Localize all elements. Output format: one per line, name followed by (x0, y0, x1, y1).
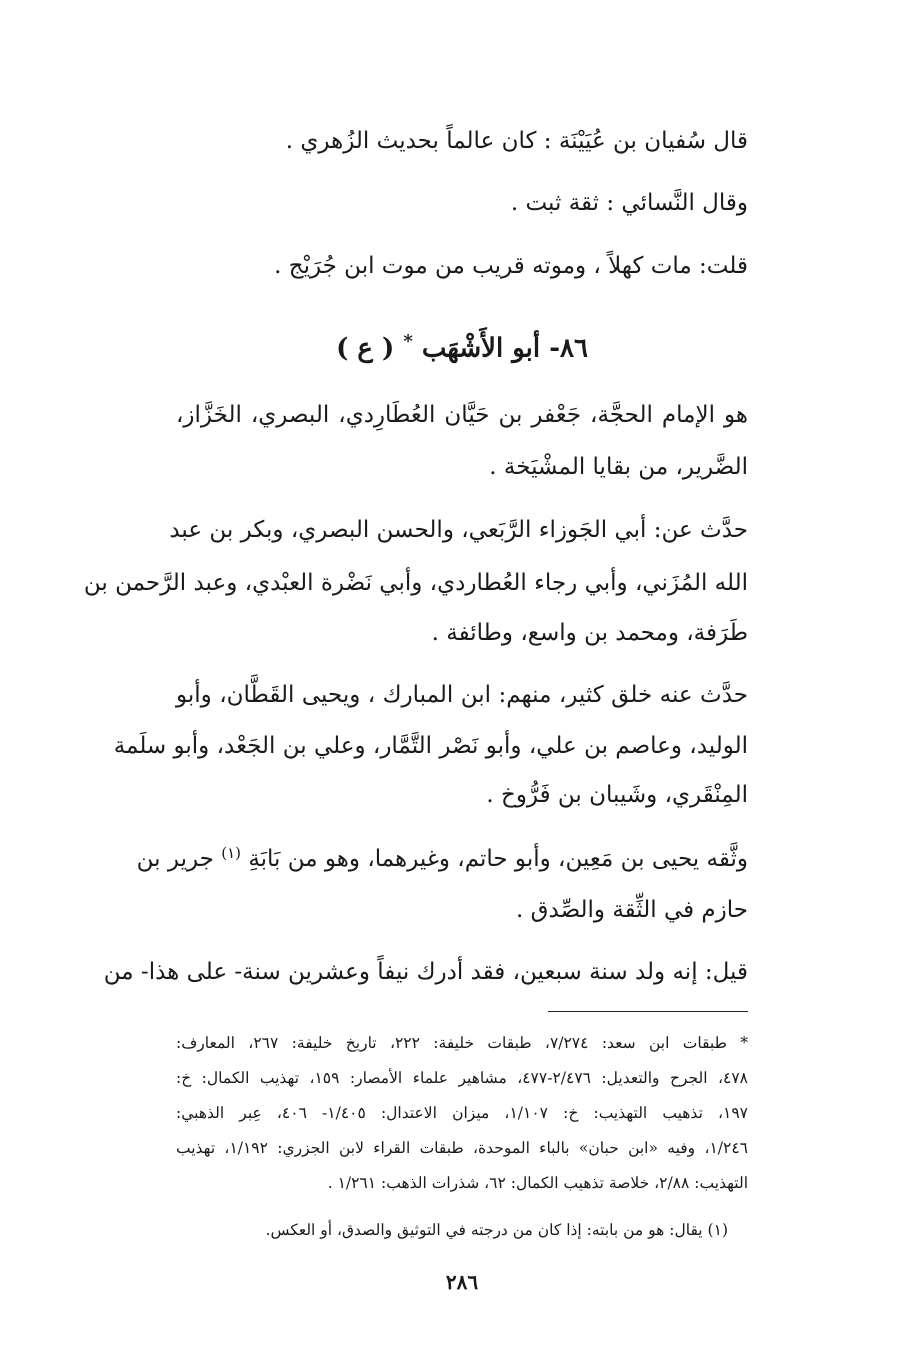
paragraph-line: الله المُزَني، وأبي رجاء العُطاردي، وأبي نَضْرة العبْدي، وعبد الرَّحمن بن (83, 570, 748, 596)
paragraph-line: الضَّرير، من بقايا المشْيَخة . (489, 454, 748, 480)
entry-heading (0, 322, 924, 369)
paragraph-line: حازم في الثِّقة والصِّدق . (516, 897, 748, 923)
paragraph-line: هو الإمام الحجَّة، جَعْفر بن حَيَّان العُطَارِدي، البصري، الخَزَّاز، (176, 402, 748, 428)
footnote-line: * طبقات ابن سعد: ٧/٢٧٤، طبقات خليفة: ٢٢٢، تاريخ خليفة: ٢٦٧، المعارف: (176, 1034, 749, 1052)
quote-line: قلت: مات كهلاً ، وموته قريب من موت ابن جُرَيْج . (274, 253, 748, 279)
footnote-note: (١) يقال: هو من بابته: إذا كان من درجته في التوثيق والصدق، أو العكس. (265, 1221, 728, 1239)
entry-title: ٨٦- أبو الأَشْهَب (421, 333, 588, 364)
reliability-text-end: جرير بن (136, 846, 214, 872)
quote-line: قال سُفيان بن عُيَيْنَة : كان عالماً بحديث الزُهري . (285, 128, 748, 154)
footnote-line: ٤٧٨، الجرح والتعديل: ٢/٤٧٦-٤٧٧، مشاهير علماء الأمصار: ١٥٩، تهذيب الكمال: خ: (176, 1069, 748, 1087)
footnote-line: ١٩٧، تذهيب التهذيب: خ: ١/١٠٧، ميزان الاعتدال: ١/٤٠٥- ٤٠٦، عِبر الذهبي: (176, 1104, 749, 1122)
footnote-star: * (403, 331, 413, 352)
footnote-line: ١/٢٤٦، وفيه «ابن حبان» بالباء الموحدة، طبقات القراء لابن الجزري: ١/١٩٢، تهذيب (176, 1139, 748, 1157)
footnote-line: التهذيب: ٢/٨٨، خلاصة تذهيب الكمال: ٦٢، شذرات الذهب: ١/٢٦١ . (327, 1174, 748, 1192)
paragraph-line: قيل: إنه ولد سنة سبعين، فقد أدرك نيفاً وعشرين سنة- على هذا- من (103, 959, 748, 985)
entry-tag: ( ع ) (336, 333, 395, 364)
page-number: ٢٨٦ (445, 1270, 479, 1294)
paragraph-line: المِنْقَري، وشَيبان بن فَرُّوخ . (486, 782, 748, 808)
footnote-ref: (١) (221, 844, 241, 862)
reliability-text: وثَّقه يحيى بن مَعِين، وأبو حاتم، وغيرهما، وهو من بَابَةِ (248, 846, 748, 872)
paragraph-line: حدَّث عنه خلق كثير، منهم: ابن المبارك ، ويحيى القَطَّان، وأبو (176, 682, 748, 708)
footnote-separator (548, 1011, 748, 1012)
paragraph-line: حدَّث عن: أبي الجَوزاء الرَّبَعي، والحسن البصري، وبكر بن عبد (169, 517, 748, 543)
paragraph-line (136, 842, 748, 878)
paragraph-line: طَرَفة، ومحمد بن واسع، وطائفة . (431, 620, 748, 646)
paragraph-line: الوليد، وعاصم بن علي، وأبو نَصْر التَّمَّار، وعلي بن الجَعْد، وأبو سلَمة (113, 733, 748, 759)
quote-line: وقال النَّسائي : ثقة ثبت . (510, 190, 748, 216)
